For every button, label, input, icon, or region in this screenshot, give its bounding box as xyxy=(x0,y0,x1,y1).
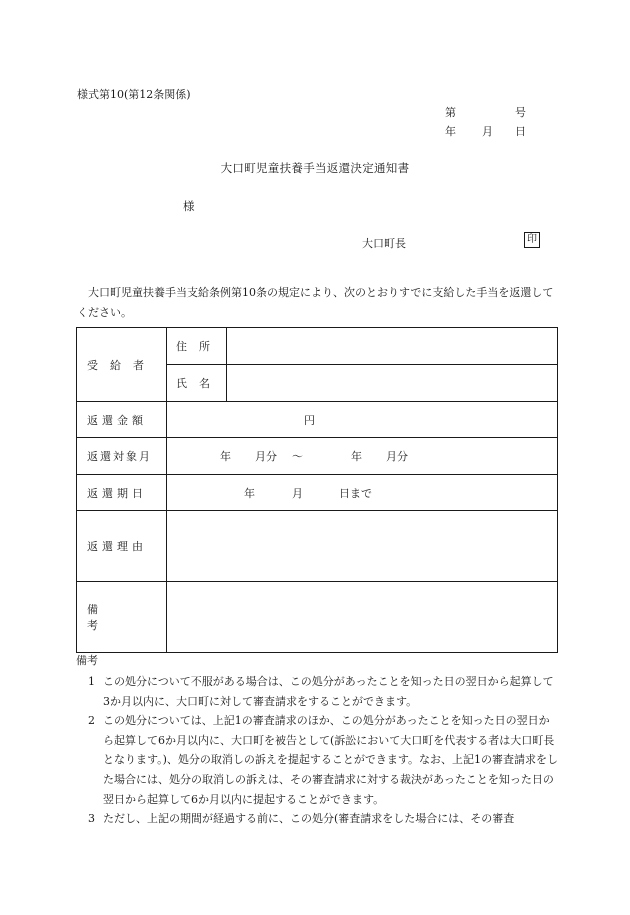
document-title: 大口町児童扶養手当返還決定通知書 xyxy=(220,161,410,175)
note-number: 3 xyxy=(88,812,95,826)
form-number: 様式第10(第12条関係) xyxy=(77,88,191,101)
note-item xyxy=(76,809,560,829)
deadline-year: 年 xyxy=(244,486,255,500)
period-label: 返還対象月 xyxy=(77,438,167,475)
note-item xyxy=(76,672,560,711)
note-text: この処分については、上記1の審査請求のほか、この処分があったことを知った日の翌日から起算して6か月以内に、大口町を被告として(訴訟において大口町を代表する者は大口町長となります。)、処分の取消しの訴えを提起することができます。なお、上記1の審査請求をした場合には、処分の取消しの訴えは、その審査請求に対する裁決があったことを知った日の翌日から起算して6か月以内に提起することができます。 xyxy=(103,714,559,806)
period-from-year: 年 xyxy=(220,450,231,463)
deadline-value xyxy=(167,475,558,511)
name-value xyxy=(227,365,558,402)
intro-text: 大口町児童扶養手当支給条例第10条の規定により、次のとおりすでに支給した手当を返還してください。 xyxy=(77,286,554,319)
addressee-suffix: 様 xyxy=(183,199,195,213)
refund-details-table xyxy=(76,327,558,653)
remarks-label: 備考 xyxy=(77,582,167,653)
seal-mark: 印 xyxy=(524,232,540,248)
date-year: 年 xyxy=(445,125,456,138)
period-from-month: 月分 xyxy=(255,450,277,463)
number-prefix: 第 xyxy=(445,106,456,119)
period-value xyxy=(167,438,558,475)
period-to-month: 月分 xyxy=(386,450,408,463)
reason-label: 返還理由 xyxy=(77,511,167,582)
amount-label: 返還金額 xyxy=(77,402,167,438)
amount-value xyxy=(167,402,558,438)
note-text: この処分について不服がある場合は、この処分があったことを知った日の翌日から起算して3か月以内に、大口町に対して審査請求をすることができます。 xyxy=(103,675,554,708)
name-label: 氏名 xyxy=(167,365,227,402)
note-number: 1 xyxy=(88,675,95,688)
deadline-label: 返還期日 xyxy=(77,475,167,511)
period-to-year: 年 xyxy=(351,450,362,463)
date-day: 日 xyxy=(515,125,526,138)
period-tilde: 〜 xyxy=(292,450,303,463)
remarks-value xyxy=(167,582,558,653)
number-suffix: 号 xyxy=(515,106,526,119)
deadline-month: 月 xyxy=(292,486,303,500)
address-value xyxy=(227,328,558,365)
reason-value xyxy=(167,511,558,582)
deadline-day: 日まで xyxy=(339,486,372,500)
issuer-name: 大口町長 xyxy=(362,237,406,250)
note-item xyxy=(76,711,560,809)
date-month: 月 xyxy=(482,125,493,138)
notes-section xyxy=(76,652,560,829)
note-text: ただし、上記の期間が経過する前に、この処分(審査請求をした場合には、その審査 xyxy=(103,812,515,826)
amount-unit: 円 xyxy=(304,413,315,427)
address-label: 住所 xyxy=(167,328,227,365)
note-number: 2 xyxy=(88,714,95,728)
recipient-label: 受給者 xyxy=(77,328,167,402)
notes-heading: 備考 xyxy=(76,654,98,667)
document-number-line xyxy=(445,104,526,120)
